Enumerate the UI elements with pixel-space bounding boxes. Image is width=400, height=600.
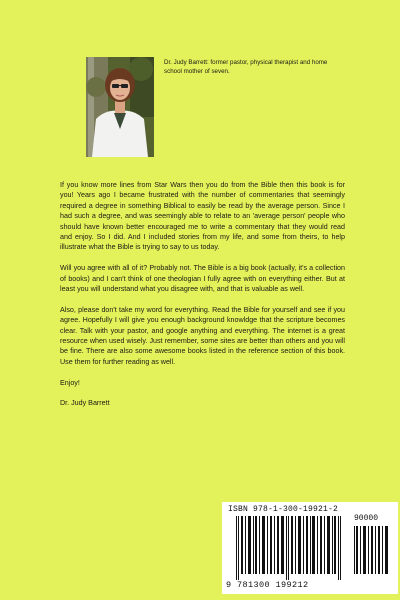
author-photo	[86, 57, 154, 157]
author-portrait-icon	[86, 57, 154, 157]
author-signature: Dr. Judy Barrett	[60, 399, 110, 408]
isbn-barcode	[222, 502, 398, 594]
isbn-number: ISBN 978-1-300-19921-2	[228, 505, 339, 514]
price-barcode-bars	[352, 526, 392, 574]
blurb-paragraph-1: If you know more lines from Star Wars then you do from the Bible then this book is for you! Years ago I became frustrated with the number of commentaries that seemingly required a degree in something Biblical to easily be read by the average person. Since I had such a degree, and was seemingly able to relate to an 'average person' people who should have known better encouraged me to write a commentary that they would read and enjoy. So I did. And I included stories from my life, and some from theirs, to help illustrate what the Bible is trying to say to us today.	[60, 181, 345, 252]
back-cover-blurb	[60, 180, 345, 419]
price-code: 90000	[354, 514, 379, 523]
ean-barcode-bars	[232, 516, 350, 580]
blurb-paragraph-2: Will you agree with all of it? Probably not. The Bible is a big book (actually, it's a collection of books) and I can't think of one theologian I fully agree with on everything either. But at least you will understand what you disagree with, and that is valuable as well.	[60, 264, 345, 294]
blurb-paragraph-3: Also, please don't take my word for everything. Read the Bible for yourself and see if you agree. Hopefully I will give you enough background knowldge that the scripture becomes clear. Talk with your pastor, and google anything and everything. The internet is a great resource when used wisely. Just remember, some sites are better than others and you will be fine. There are also some awesome books listed in the reference section of this book. Use them for further reading as well.	[60, 305, 345, 366]
barcode-digits: 9 781300 199212	[226, 580, 309, 590]
blurb-closing: Enjoy!	[60, 378, 80, 387]
author-caption: Dr. Judy Barrett: former pastor, physical therapist and home school mother of seven.	[164, 59, 328, 75]
